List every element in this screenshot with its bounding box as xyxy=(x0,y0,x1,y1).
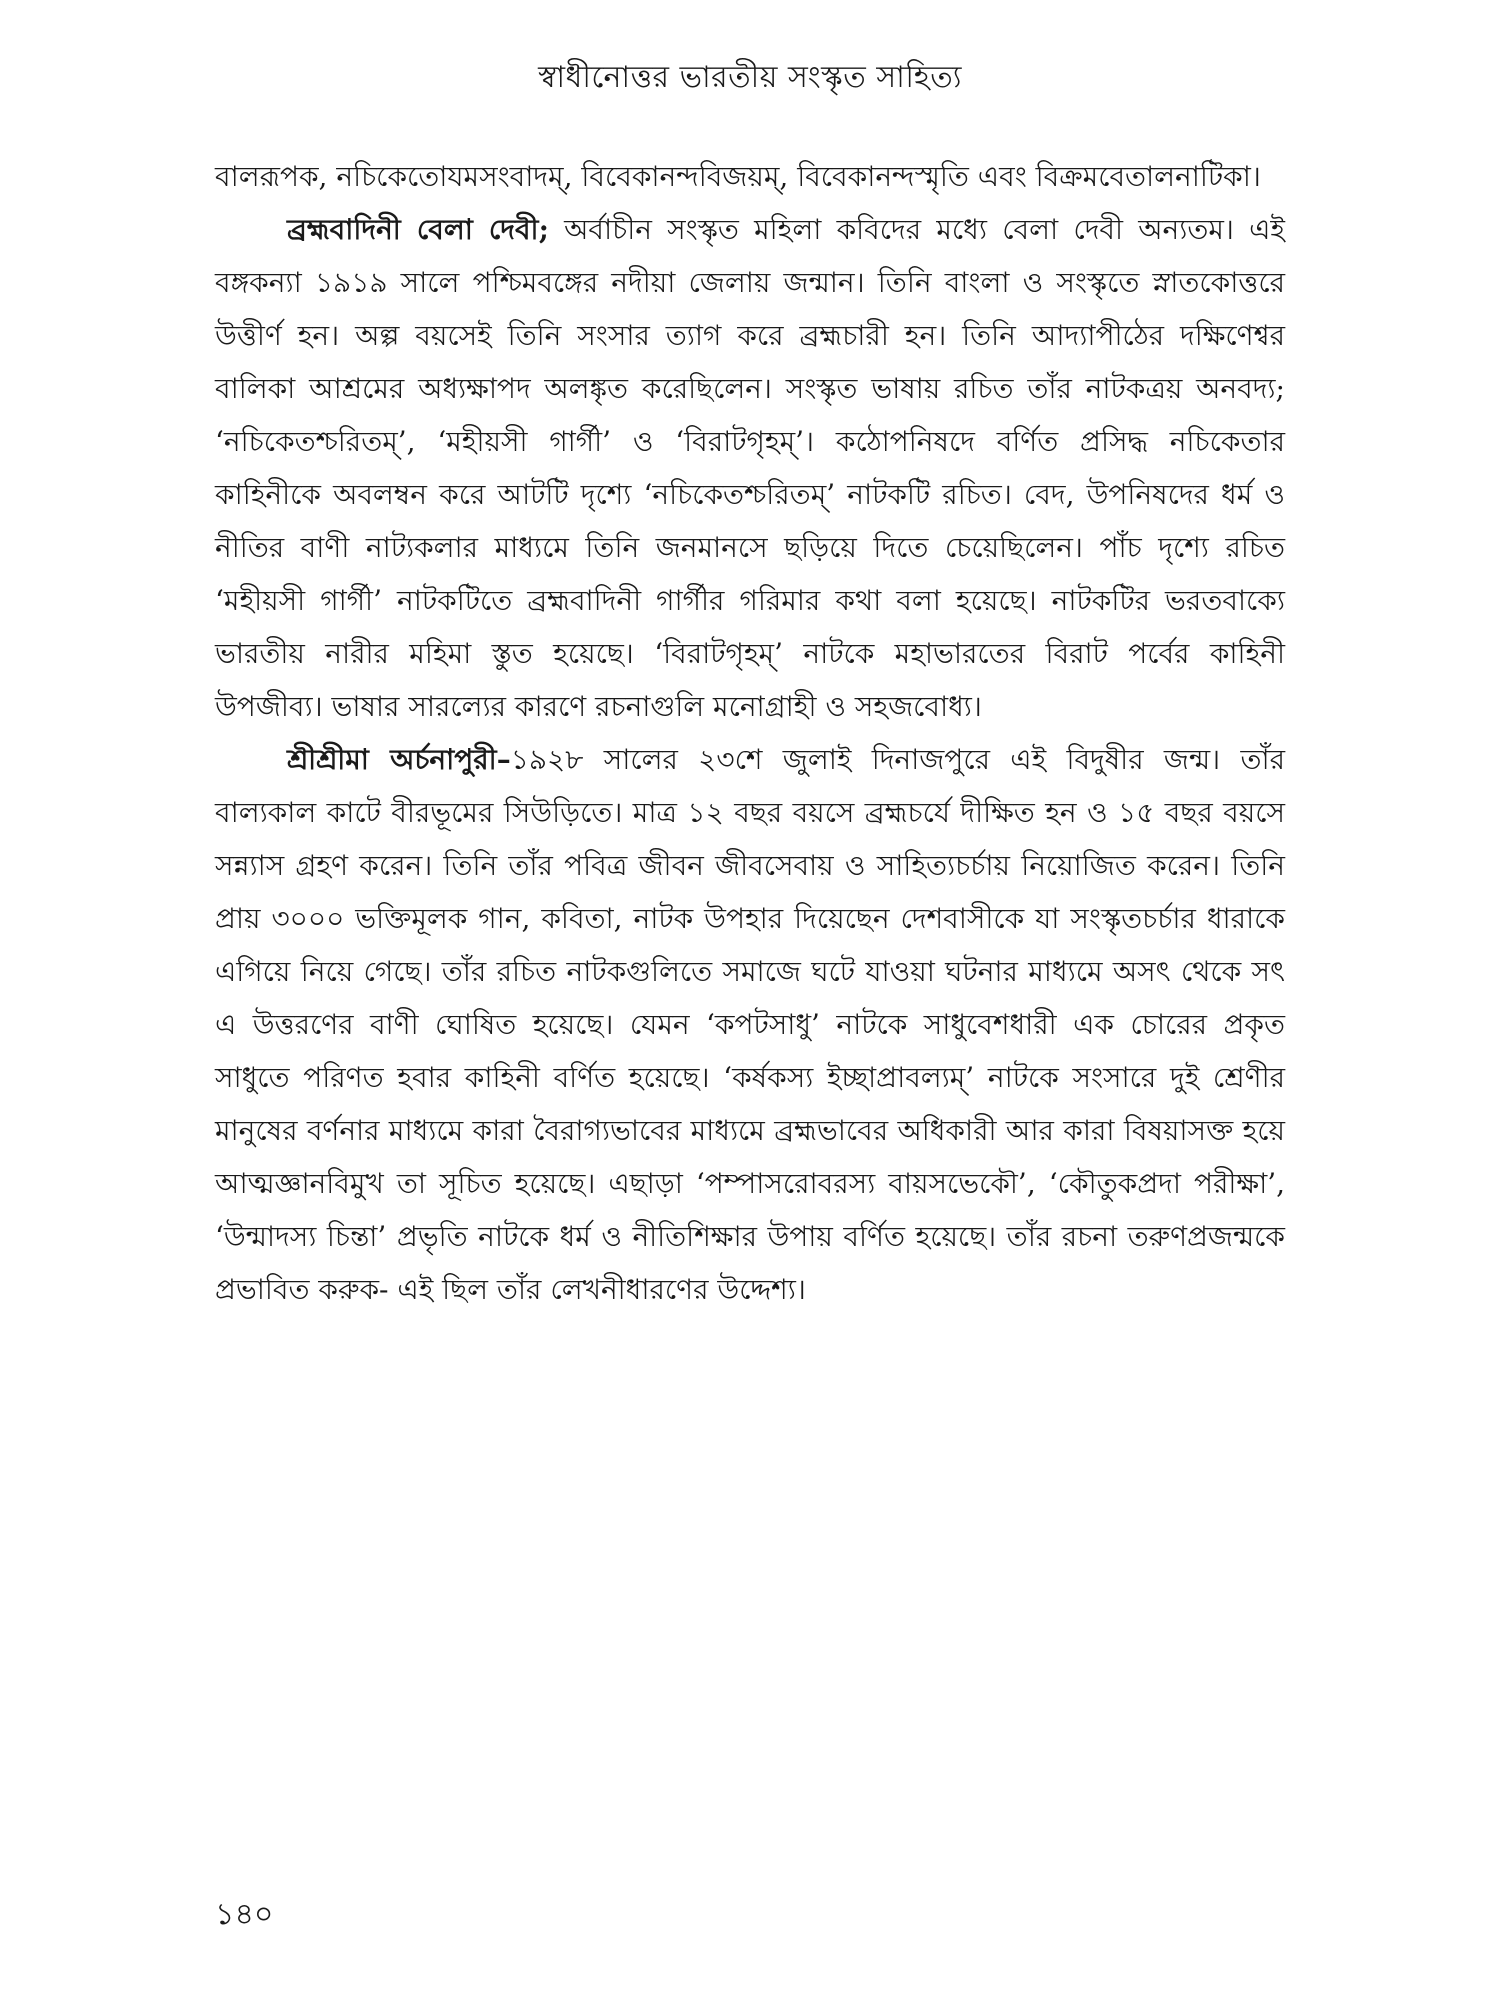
body-text xyxy=(215,150,1285,1316)
paragraph-text: বালরূপক, নচিকেতোযমসংবাদম্, বিবেকানন্দবিজয়ম্, বিবেকানন্দস্মৃতি এবং বিক্রমবেতালনাটিকা। xyxy=(215,160,1261,193)
paragraph-bela-devi xyxy=(215,203,1285,733)
paragraph-text: অর্বাচীন সংস্কৃত মহিলা কবিদের মধ্যে বেলা দেবী অন্যতম। এই বঙ্গকন্যা ১৯১৯ সালে পশ্চিমবঙ্গের নদীয়া জেলায় জন্মান। তিনি বাংলা ও সংস্কৃতে স্নাতকোত্তরে উত্তীর্ণ হন। অল্প বয়সেই তিনি সংসার ত্যাগ করে ব্রহ্মচারী হন। তিনি আদ্যাপীঠের দক্ষিণেশ্বর বালিকা আশ্রমের অধ্যক্ষাপদ অলঙ্কৃত করেছিলেন। সংস্কৃত ভাষায় রচিত তাঁর নাটকত্রয় অনবদ্য; ‘নচিকেতশ্চরিতম্’, ‘মহীয়সী গার্গী’ ও ‘বিরাটগৃহম্’। কঠোপনিষদে বর্ণিত প্রসিদ্ধ নচিকেতার কাহিনীকে অবলম্বন করে আটটি দৃশ্যে ‘নচিকেতশ্চরিতম্’ নাটকটি রচিত। বেদ, উপনিষদের ধর্ম ও নীতির বাণী নাট্যকলার মাধ্যমে তিনি জনমানসে ছড়িয়ে দিতে চেয়েছিলেন। পাঁচ দৃশ্যে রচিত ‘মহীয়সী গার্গী’ নাটকটিতে ব্রহ্মবাদিনী গার্গীর গরিমার কথা বলা হয়েছে। নাটকটির ভরতবাক্যে ভারতীয় নারীর মহিমা স্তুত হয়েছে। ‘বিরাটগৃহম্’ নাটকে মহাভারতের বিরাট পর্বের কাহিনী উপজীব্য। ভাষার সারল্যের কারণে রচনাগুলি মনোগ্রাহী ও সহজবোধ্য। xyxy=(215,213,1285,723)
page-number: ১৪০ xyxy=(215,1897,274,1932)
paragraph-archanapuri xyxy=(215,733,1285,1316)
paragraph-continuation xyxy=(215,150,1285,203)
paragraph-heading: শ্রীশ্রীমা অর্চনাপুরী– xyxy=(287,743,511,776)
paragraph-heading: ব্রহ্মবাদিনী বেলা দেবী; xyxy=(287,213,549,246)
paragraph-text: ১৯২৮ সালের ২৩শে জুলাই দিনাজপুরে এই বিদুষীর জন্ম। তাঁর বাল্যকাল কাটে বীরভূমের সিউড়িতে। মাত্র ১২ বছর বয়সে ব্রহ্মচর্যে দীক্ষিত হন ও ১৫ বছর বয়সে সন্ন্যাস গ্রহণ করেন। তিনি তাঁর পবিত্র জীবন জীবসেবায় ও সাহিত্যচর্চায় নিয়োজিত করেন। তিনি প্রায় ৩০০০ ভক্তিমূলক গান, কবিতা, নাটক উপহার দিয়েছেন দেশবাসীকে যা সংস্কৃতচর্চার ধারাকে এগিয়ে নিয়ে গেছে। তাঁর রচিত নাটকগুলিতে সমাজে ঘটে যাওয়া ঘটনার মাধ্যমে অসৎ থেকে সৎ এ উত্তরণের বাণী ঘোষিত হয়েছে। যেমন ‘কপটসাধু’ নাটকে সাধুবেশধারী এক চোরের প্রকৃত সাধুতে পরিণত হবার কাহিনী বর্ণিত হয়েছে। ‘কর্ষকস্য ইচ্ছাপ্রাবল্যম্’ নাটকে সংসারে দুই শ্রেণীর মানুষের বর্ণনার মাধ্যমে কারা বৈরাগ্যভাবের মাধ্যমে ব্রহ্মভাবের অধিকারী আর কারা বিষয়াসক্ত হয়ে আত্মজ্ঞানবিমুখ তা সূচিত হয়েছে। এছাড়া ‘পম্পাসরোবরস্য বায়সভেকৌ’, ‘কৌতুকপ্রদা পরীক্ষা’, ‘উন্মাদস্য চিন্তা’ প্রভৃতি নাটকে ধর্ম ও নীতিশিক্ষার উপায় বর্ণিত হয়েছে। তাঁর রচনা তরুণপ্রজন্মকে প্রভাবিত করুক- এই ছিল তাঁর লেখনীধারণের উদ্দেশ্য। xyxy=(215,743,1285,1306)
running-header-title: স্বাধীনোত্তর ভারতীয় সংস্কৃত সাহিত্য xyxy=(538,60,962,95)
